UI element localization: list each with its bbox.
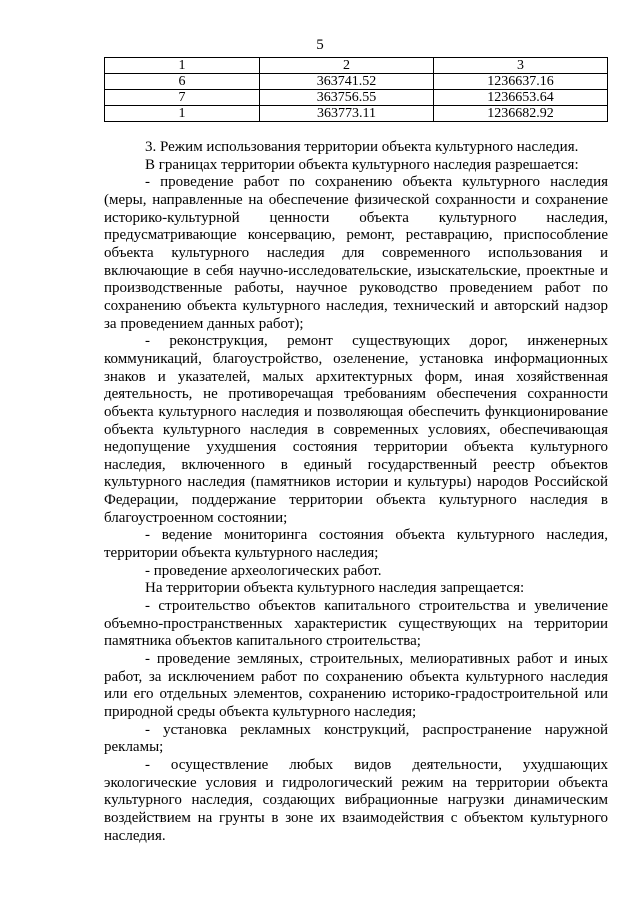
table-cell-x: 363773.11 — [260, 106, 434, 122]
table-row — [105, 106, 608, 122]
prohibited-item-earthworks: - проведение земляных, строительных, мелиоративных работ и иных работ, за исключением работ по сохранению объекта культурного наследия или его отдельных элементов, сохранению историко-градостроительной или природной среды объекта культурного наследия; — [104, 651, 608, 720]
coordinates-table — [104, 57, 608, 122]
table-cell-x: 363741.52 — [260, 74, 434, 90]
table-cell-y: 1236682.92 — [434, 106, 608, 122]
prohibited-item-construction: - строительство объектов капитального строительства и увеличение объемно-пространственных характеристик существующих на территории памятника объектов капитального строительства; — [104, 598, 608, 650]
allowed-item-monitoring: - ведение мониторинга состояния объекта культурного наследия, территории объекта культурного наследия; — [104, 527, 608, 562]
allowed-item-preservation: - проведение работ по сохранению объекта культурного наследия (меры, направленные на обеспечение физической сохранности и сохранение историко-культурной ценности объекта культурного наследия, предусматривающие консервацию, ремонт, реставрацию, приспособление объекта культурного наследия для современного использования и включающие в себя научно-исследовательские, изыскательские, проектные и производственные работы, научное руководство проведением работ по сохранению объекта культурного наследия, технический и авторский надзор за проведением данных работ); — [104, 174, 608, 332]
page-number: 5 — [316, 37, 324, 53]
table-row — [105, 90, 608, 106]
table-cell-y: 1236637.16 — [434, 74, 608, 90]
table-header-cell: 3 — [434, 58, 608, 74]
table-header-cell: 2 — [260, 58, 434, 74]
table-cell-x: 363756.55 — [260, 90, 434, 106]
table-cell-y: 1236653.64 — [434, 90, 608, 106]
prohibited-item-advertising: - установка рекламных конструкций, распространение наружной рекламы; — [104, 721, 608, 756]
document-body — [104, 139, 608, 845]
allowed-intro: В границах территории объекта культурного наследия разрешается: — [145, 156, 579, 173]
prohibited-intro: На территории объекта культурного наследия запрещается: — [145, 580, 525, 597]
allowed-item-archaeology: - проведение археологических работ. — [145, 562, 382, 579]
table-cell-point: 7 — [105, 90, 260, 106]
table-header-row — [105, 58, 608, 74]
table-cell-point: 1 — [105, 106, 260, 122]
table-cell-point: 6 — [105, 74, 260, 90]
section-heading: 3. Режим использования территории объекта культурного наследия. — [145, 139, 579, 155]
allowed-item-reconstruction: - реконструкция, ремонт существующих дорог, инженерных коммуникаций, благоустройство, озеленение, установка информационных знаков и указателей, малых архитектурных форм, иная хозяйственная деятельность, не противоречащая требованиям обеспечения сохранности объекта культурного наследия и позволяющая обеспечить функционирование объекта культурного наследия в современных условиях, обеспечивающая недопущение ухудшения состояния территории объекта культурного наследия, включенного в единый государственный реестр объектов культурного наследия (памятников истории и культуры) народов Российской Федерации, поддержание территории объекта культурного наследия в благоустроенном состоянии; — [104, 333, 608, 526]
table-row — [105, 74, 608, 90]
table-header-cell: 1 — [105, 58, 260, 74]
prohibited-item-ecology: - осуществление любых видов деятельности, ухудшающих экологические условия и гидрологический режим на территории объекта культурного наследия, создающих вибрационные нагрузки динамическим воздействием на грунты в зоне их взаимодействия с объектом культурного наследия. — [104, 756, 608, 844]
